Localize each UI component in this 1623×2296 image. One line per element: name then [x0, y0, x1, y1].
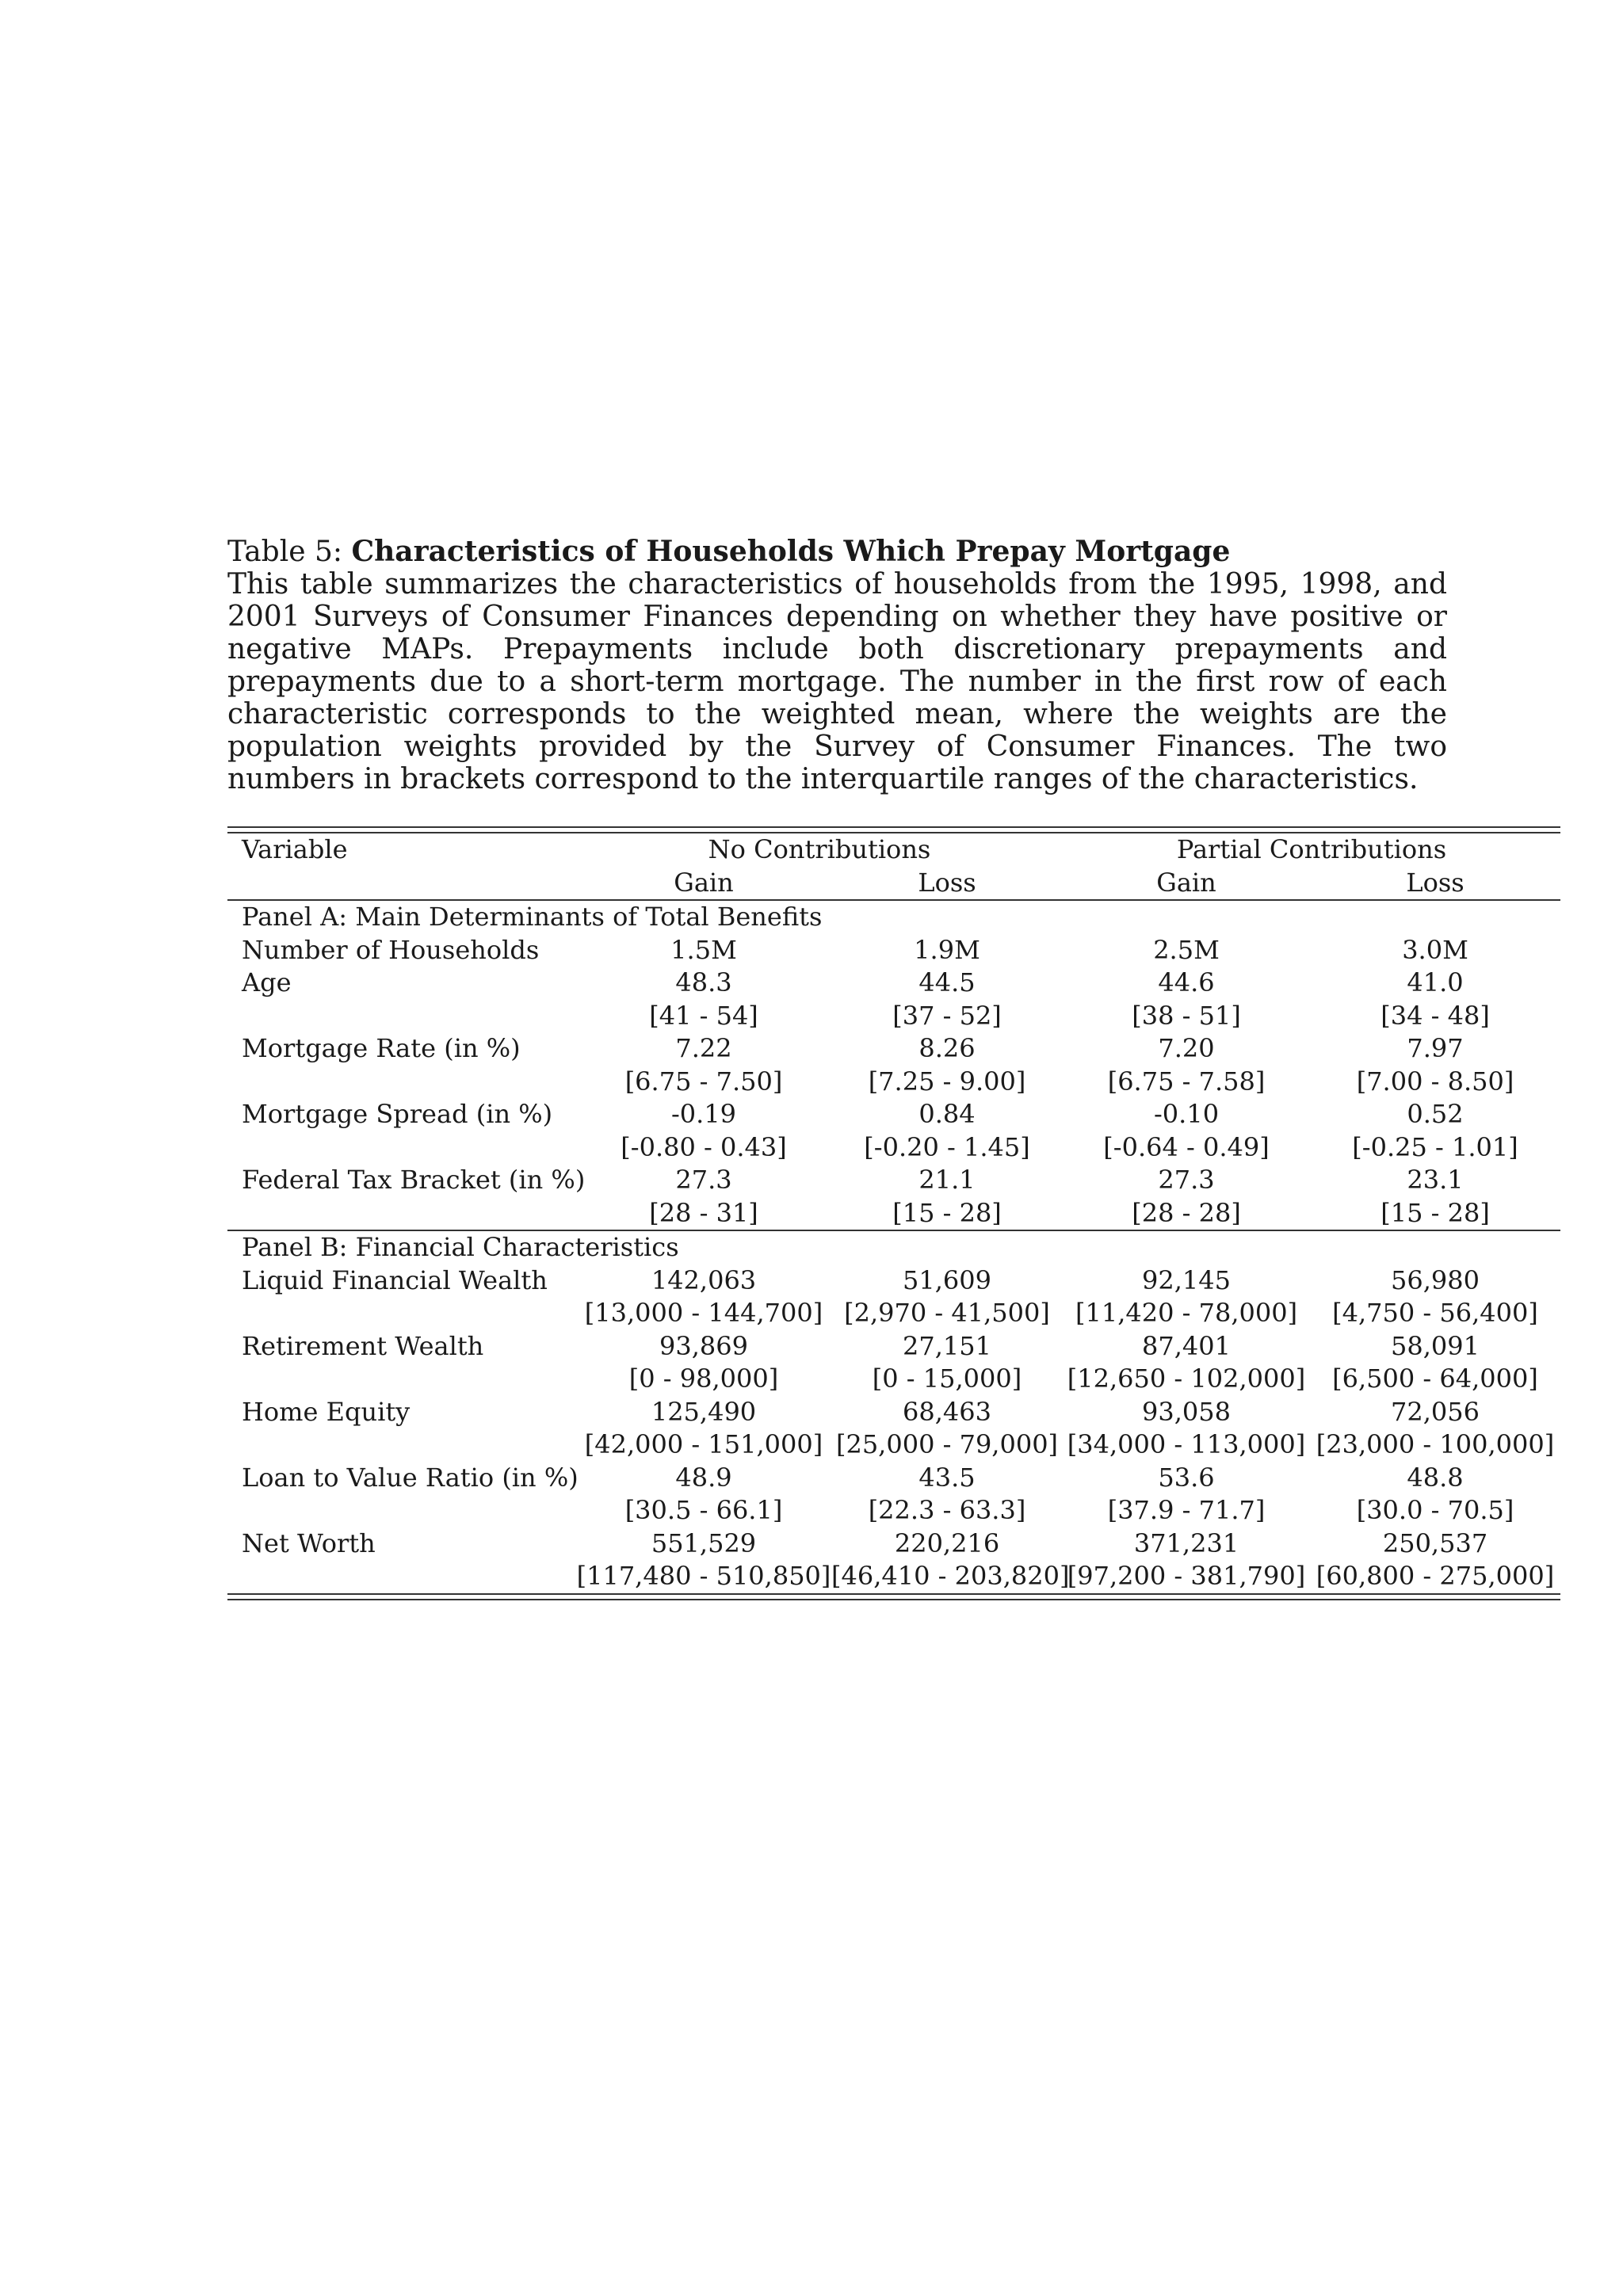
- mean-cell: 8.26: [918, 1033, 976, 1063]
- table-title: Characteristics of Households Which Prepay Mortgage: [351, 535, 1231, 568]
- mean-cell: 220,216: [894, 1527, 1000, 1558]
- table-row: [227, 1264, 1560, 1298]
- range-cell: [2,970 - 41,500]: [844, 1298, 1050, 1328]
- mean-cell: 48.9: [675, 1462, 732, 1493]
- table-row-range: [227, 1297, 1560, 1330]
- row-label: Home Equity: [242, 1396, 411, 1427]
- row-label: Net Worth: [242, 1527, 376, 1558]
- mean-cell: 21.1: [918, 1165, 976, 1195]
- table-row-range: [227, 1066, 1560, 1099]
- panel-title-row: [227, 900, 1560, 934]
- range-cell: [23,000 - 100,000]: [1316, 1429, 1555, 1459]
- mean-cell: 27.3: [1158, 1165, 1215, 1195]
- caption-title-line: [227, 536, 1447, 568]
- row-label-blank: [227, 1494, 576, 1527]
- mean-cell: 0.52: [1407, 1099, 1464, 1129]
- subheader-gain: Gain: [1156, 867, 1216, 898]
- mean-cell: 3.0M: [1402, 934, 1468, 965]
- row-label-blank: [227, 1131, 576, 1165]
- table-row-range: [227, 1363, 1560, 1396]
- range-cell: [42,000 - 151,000]: [584, 1429, 823, 1459]
- row-label: Federal Tax Bracket (in %): [242, 1165, 586, 1195]
- range-cell: [4,750 - 56,400]: [1332, 1298, 1538, 1328]
- mean-cell: 92,145: [1142, 1264, 1231, 1295]
- range-cell: [37 - 52]: [892, 1000, 1002, 1031]
- row-label: Loan to Value Ratio (in %): [242, 1462, 579, 1493]
- mean-cell: 1.5M: [670, 934, 737, 965]
- range-cell: [7.25 - 9.00]: [868, 1066, 1026, 1097]
- mean-cell: 93,058: [1142, 1396, 1231, 1427]
- row-label: Age: [242, 967, 292, 997]
- range-cell: [28 - 28]: [1132, 1197, 1241, 1228]
- bottom-rule: [227, 1593, 1560, 1600]
- top-rule: [227, 826, 1560, 833]
- mean-cell: -0.10: [1153, 1099, 1220, 1129]
- mean-cell: 27.3: [675, 1165, 732, 1195]
- range-cell: [25,000 - 79,000]: [835, 1429, 1059, 1459]
- range-cell: [13,000 - 144,700]: [584, 1298, 823, 1328]
- range-cell: [-0.80 - 0.43]: [621, 1131, 787, 1162]
- table-row: [227, 1527, 1560, 1561]
- panel-title: Panel B: Financial Characteristics: [227, 1230, 1560, 1264]
- mean-cell: 48.8: [1407, 1462, 1464, 1493]
- mean-cell: 1.9M: [914, 934, 980, 965]
- mean-cell: 7.22: [675, 1033, 732, 1063]
- subheader-gain: Gain: [674, 867, 734, 898]
- mean-cell: 27,151: [903, 1330, 991, 1361]
- range-cell: [117,480 - 510,850]: [576, 1561, 831, 1591]
- subheader-blank: [227, 867, 576, 901]
- group-header-row: [227, 833, 1560, 867]
- mean-cell: 72,056: [1391, 1396, 1480, 1427]
- range-cell: [-0.25 - 1.01]: [1352, 1131, 1518, 1162]
- mean-cell: -0.19: [670, 1099, 737, 1129]
- row-label: Liquid Financial Wealth: [242, 1264, 548, 1295]
- mean-cell: 125,490: [651, 1396, 757, 1427]
- table-row: [227, 967, 1560, 1000]
- table-row: [227, 1164, 1560, 1197]
- panel-title: Panel A: Main Determinants of Total Benefits: [227, 900, 1560, 934]
- mean-cell: 93,869: [659, 1330, 748, 1361]
- range-cell: [41 - 54]: [649, 1000, 758, 1031]
- range-cell: [11,420 - 78,000]: [1075, 1298, 1298, 1328]
- mean-cell: 2.5M: [1153, 934, 1220, 965]
- mean-cell: 58,091: [1391, 1330, 1480, 1361]
- range-cell: [28 - 31]: [649, 1197, 758, 1228]
- row-label-blank: [227, 1197, 576, 1231]
- group-header-partial-contributions: Partial Contributions: [1176, 834, 1447, 864]
- range-cell: [22.3 - 63.3]: [868, 1495, 1026, 1525]
- range-cell: [7.00 - 8.50]: [1356, 1066, 1514, 1097]
- mean-cell: 7.20: [1158, 1033, 1215, 1063]
- range-cell: [38 - 51]: [1132, 1000, 1241, 1031]
- row-label: Retirement Wealth: [242, 1330, 484, 1361]
- row-label-blank: [227, 1297, 576, 1330]
- range-cell: [15 - 28]: [1381, 1197, 1490, 1228]
- table-row-range: [227, 1131, 1560, 1165]
- range-cell: [30.5 - 66.1]: [624, 1495, 783, 1525]
- mean-cell: 142,063: [651, 1264, 757, 1295]
- range-cell: [97,200 - 381,790]: [1067, 1561, 1306, 1591]
- range-cell: [30.0 - 70.5]: [1356, 1495, 1514, 1525]
- range-cell: [46,410 - 203,820]: [831, 1561, 1070, 1591]
- data-table: [227, 833, 1560, 1593]
- subheader-loss: Loss: [1406, 867, 1465, 898]
- table-row-range: [227, 1494, 1560, 1527]
- table-body: [227, 900, 1560, 1593]
- range-cell: [0 - 15,000]: [872, 1363, 1022, 1394]
- row-label-blank: [227, 1428, 576, 1462]
- mean-cell: 7.97: [1407, 1033, 1464, 1063]
- table-row: [227, 1330, 1560, 1363]
- table-row: [227, 1032, 1560, 1066]
- mean-cell: 56,980: [1391, 1264, 1480, 1295]
- mean-cell: 44.5: [918, 967, 976, 997]
- range-cell: [6,500 - 64,000]: [1332, 1363, 1538, 1394]
- row-label: Number of Households: [242, 934, 540, 965]
- mean-cell: 43.5: [918, 1462, 976, 1493]
- range-cell: [6.75 - 7.50]: [624, 1066, 783, 1097]
- mean-cell: 551,529: [651, 1527, 757, 1558]
- range-cell: [0 - 98,000]: [628, 1363, 779, 1394]
- mean-cell: 371,231: [1133, 1527, 1239, 1558]
- caption-body: This table summarizes the characteristics of households from the 1995, 1998, and 2001 Surveys of Consumer Finances depending on whether they have positive or negative MAPs. Prepayments include both discretionary prepayments and prepayments due to a short-term mortgage. The number in the first row of each characteristic corresponds to the weighted mean, where the weights are the population weights provided by the Survey of Consumer Finances. The two numbers in brackets correspond to the interquartile ranges of the characteristics.: [227, 568, 1447, 795]
- table-caption: [227, 536, 1447, 795]
- group-header-no-contributions: No Contributions: [708, 834, 931, 864]
- range-cell: [12,650 - 102,000]: [1067, 1363, 1306, 1394]
- mean-cell: 0.84: [918, 1099, 976, 1129]
- table-label: Table 5:: [227, 536, 343, 568]
- subheader-loss: Loss: [918, 867, 976, 898]
- range-cell: [15 - 28]: [892, 1197, 1002, 1228]
- range-cell: [37.9 - 71.7]: [1107, 1495, 1266, 1525]
- range-cell: [34 - 48]: [1381, 1000, 1490, 1031]
- table-row-range: [227, 1428, 1560, 1462]
- mean-cell: 53.6: [1158, 1462, 1215, 1493]
- row-label: Mortgage Rate (in %): [242, 1033, 521, 1063]
- mean-cell: 250,537: [1382, 1527, 1488, 1558]
- range-cell: [-0.20 - 1.45]: [864, 1131, 1030, 1162]
- table-row-range: [227, 1000, 1560, 1033]
- mean-cell: 68,463: [903, 1396, 991, 1427]
- row-label: Mortgage Spread (in %): [242, 1099, 553, 1129]
- variable-header: Variable: [242, 834, 348, 864]
- range-cell: [6.75 - 7.58]: [1107, 1066, 1266, 1097]
- mean-cell: 48.3: [675, 967, 732, 997]
- row-label-blank: [227, 1363, 576, 1396]
- mean-cell: 87,401: [1142, 1330, 1231, 1361]
- subheader-row: [227, 867, 1560, 901]
- range-cell: [34,000 - 113,000]: [1067, 1429, 1306, 1459]
- results-table: [227, 826, 1560, 1600]
- row-label-blank: [227, 1000, 576, 1033]
- range-cell: [60,800 - 275,000]: [1316, 1561, 1555, 1591]
- range-cell: [-0.64 - 0.49]: [1103, 1131, 1270, 1162]
- table-row-range: [227, 1197, 1560, 1231]
- row-label-blank: [227, 1066, 576, 1099]
- table-row: [227, 934, 1560, 967]
- mean-cell: 51,609: [903, 1264, 991, 1295]
- mean-cell: 41.0: [1407, 967, 1464, 997]
- panel-title-row: [227, 1230, 1560, 1264]
- table-row: [227, 1098, 1560, 1131]
- table-row: [227, 1396, 1560, 1429]
- table-row-range: [227, 1560, 1560, 1593]
- mean-cell: 44.6: [1158, 967, 1215, 997]
- mean-cell: 23.1: [1407, 1165, 1464, 1195]
- row-label-blank: [227, 1560, 576, 1593]
- table-row: [227, 1462, 1560, 1495]
